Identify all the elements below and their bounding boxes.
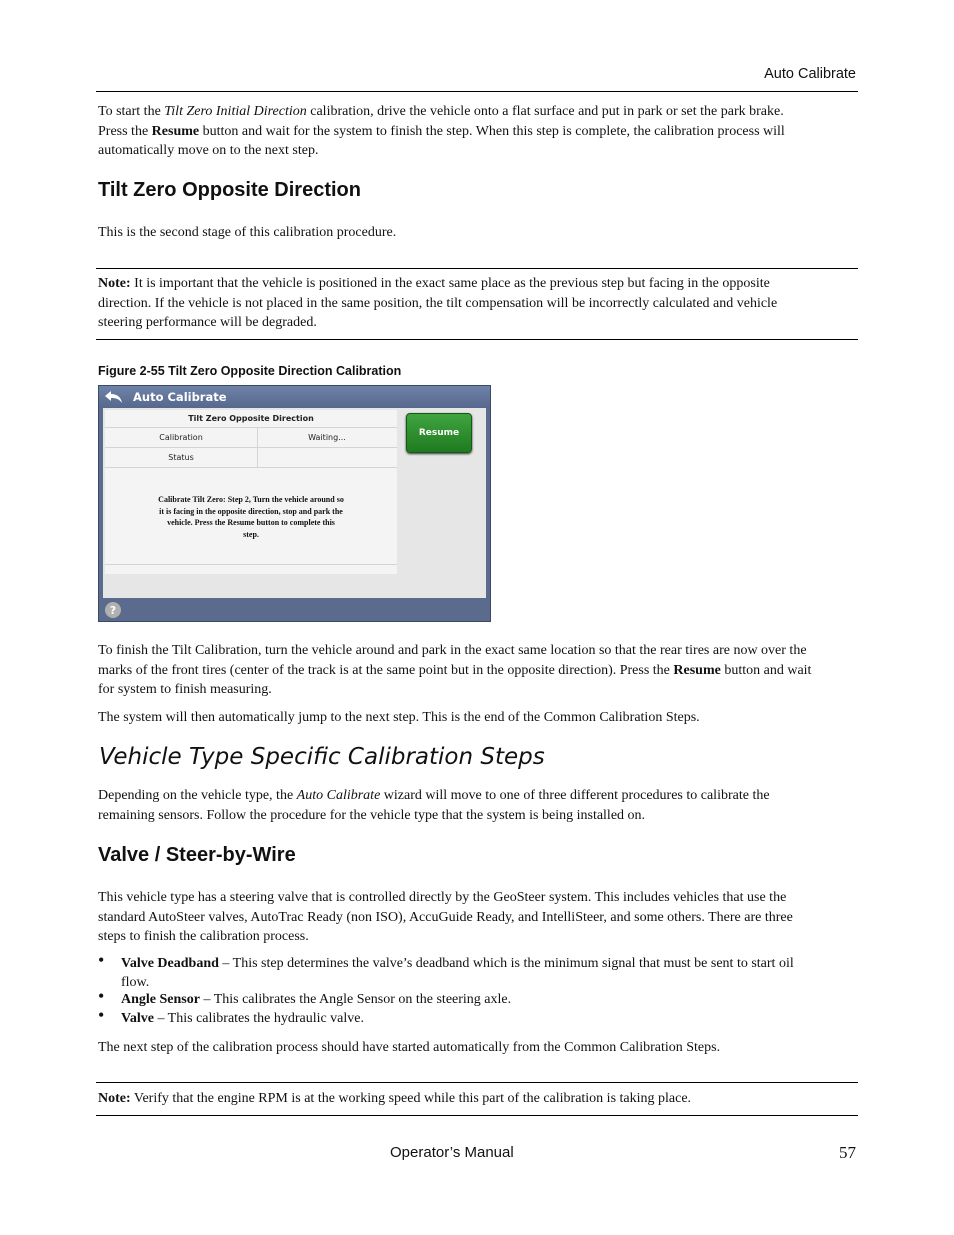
list-item: • Angle Sensor – This calibrates the Angle Sensor on the steering axle. [98,986,512,1007]
finish-tilt-paragraph: To finish the Tilt Calibration, turn the vehicle around and park in the exact same location so that the rear tires are now over the marks of the front tires (center of the track is at the same point but in the opposite direction). Press the Resume button and wait for system to finish measuring. [98,643,812,697]
table-divider [105,447,397,448]
status-label: Status [168,453,194,462]
auto-calibrate-screenshot [98,385,491,622]
heading-tilt-zero-opposite: Tilt Zero Opposite Direction [98,179,361,201]
next-step-paragraph: The next step of the calibration process should have started automatically from the Common Calibration Steps. [98,1040,721,1055]
vehicle-type-paragraph: Depending on the vehicle type, the Auto Calibrate wizard will move to one of three different procedures to calibrate the remaining sensors. Follow the procedure for the vehicle type that the system is being installed on. [98,788,770,823]
note1-top-rule [96,268,858,269]
help-icon[interactable]: ? [105,602,121,618]
screen-title: Auto Calibrate [133,390,227,404]
note2: Note: Verify that the engine RPM is at the working speed while this part of the calibration is taking place. [98,1091,692,1106]
table-divider [105,427,397,428]
heading-valve-steer-by-wire: Valve / Steer-by-Wire [98,844,296,866]
resume-button[interactable]: Resume [406,413,472,453]
footer-manual-title: Operator’s Manual [390,1144,514,1161]
status-table [105,410,397,574]
table-divider [105,564,397,565]
figure-caption: Figure 2-55 Tilt Zero Opposite Direction Calibration [98,364,402,378]
calibration-value: Waiting... [308,433,346,442]
page-number: 57 [839,1143,856,1162]
list-item: • Valve – This calibrates the hydraulic valve. [98,1005,364,1026]
table-title: Tilt Zero Opposite Direction [188,414,314,423]
note2-top-rule [96,1082,858,1083]
table-divider [105,467,397,468]
bullet-icon: • [98,1005,105,1025]
running-header: Auto Calibrate [764,66,856,82]
calibration-label: Calibration [159,433,203,442]
valve-paragraph: This vehicle type has a steering valve that is controlled directly by the GeoSteer system. This includes vehicles that use the standard AutoSteer valves, AutoTrac Ready (non ISO), AccuGuide Ready, and IntelliSteer, and some others. There are three steps to finish the calibration process. [98,890,793,944]
header-rule [96,91,858,92]
section1-paragraph: This is the second stage of this calibration procedure. [98,225,397,240]
heading-vehicle-type-specific: Vehicle Type Specific Calibration Steps [99,744,545,770]
instruction-text: Calibrate Tilt Zero: Step 2, Turn the vehicle around so it is facing in the opposite direction, stop and park the vehicle. Press the Resume button to complete this step. [158,495,344,539]
list-item: • Valve Deadband – This step determines the valve’s deadband which is the minimum signal that must be sent to start oil flow. [98,950,794,990]
bullet-icon: • [98,950,105,970]
back-arrow-icon[interactable] [103,389,125,405]
end-common-steps-paragraph: The system will then automatically jump to the next step. This is the end of the Common Calibration Steps. [98,710,700,725]
bullet-icon: • [98,986,105,1006]
note1: Note: It is important that the vehicle is positioned in the exact same place as the previous step but facing in the opposite direction. If the vehicle is not placed in the same position, the tilt compensation will be incorrectly calculated and vehicle steering performance will be degraded. [98,276,778,330]
note1-bottom-rule [96,339,858,340]
intro-paragraph: To start the Tilt Zero Initial Direction calibration, drive the vehicle onto a flat surface and put in park or set the park brake. Press the Resume button and wait for the system to finish the step. When this step is complete, the calibration process will automatically move on to the next step. [98,104,785,158]
note2-bottom-rule [96,1115,858,1116]
